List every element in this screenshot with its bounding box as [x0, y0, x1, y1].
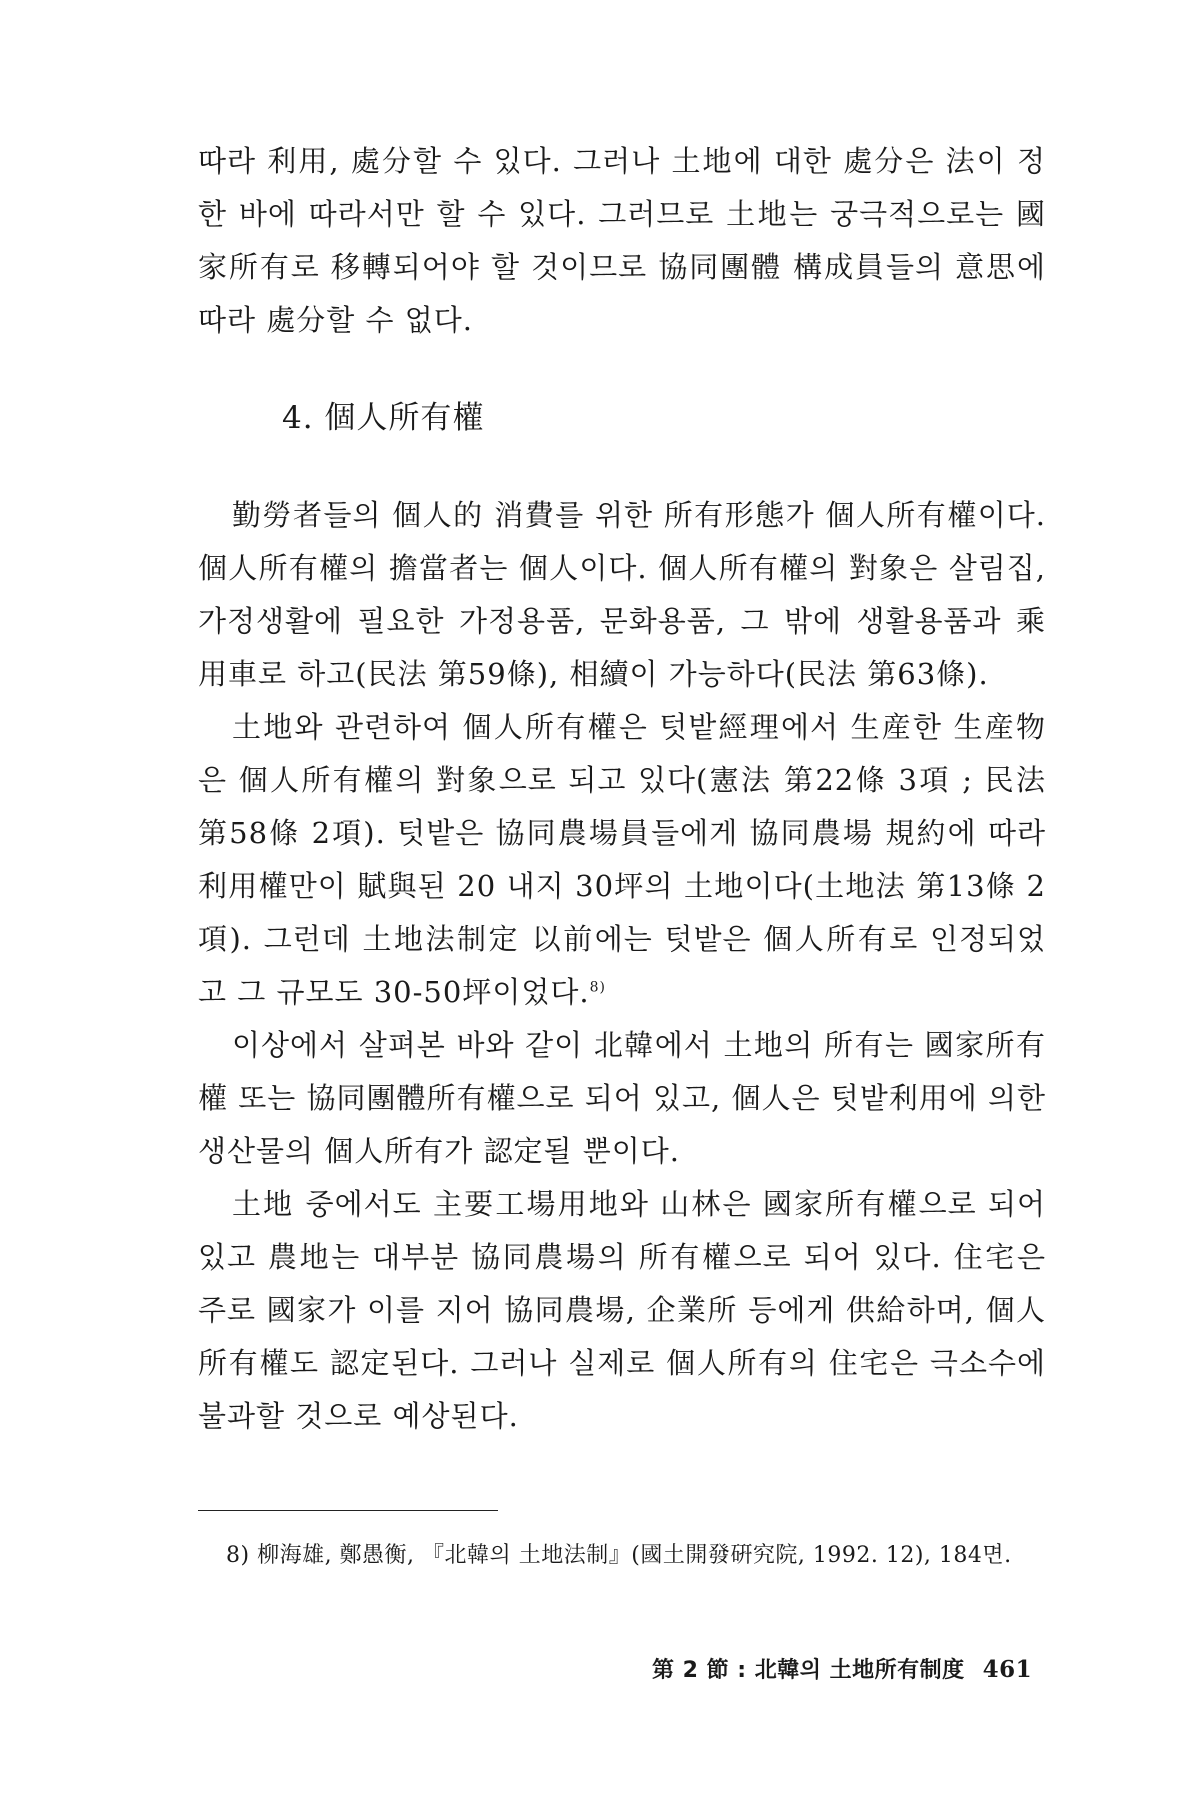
paragraph-2 — [198, 701, 1046, 1019]
intro-paragraph: 따라 利用, 處分할 수 있다. 그러나 土地에 대한 處分은 法이 정한 바에 따라서만 할 수 있다. 그러므로 土地는 궁극적으로는 國家所有로 移轉되어야 할 것이므로 協同團體 構成員들의 意思에 따라 處分할 수 없다. — [198, 144, 1046, 337]
paragraph-2-text: 土地와 관련하여 個人所有權은 텃밭經理에서 生産한 生産物은 個人所有權의 對象으로 되고 있다(憲法 第22條 3項 ; 民法 第58條 2項). 텃밭은 協同農場員들에게 協同農場 規約에 따라 利用權만이 賦與된 20 내지 30坪의 土地이다(土地法 第13條 2項). 그런데 土地法制定 以前에는 텃밭은 個人所有로 인정되었고 그 규모도 30-50坪이었다. — [198, 710, 1046, 1009]
footnote-reference: 8) — [589, 979, 606, 996]
footnote-divider — [198, 1510, 498, 1511]
paragraph-3: 이상에서 살펴본 바와 같이 北韓에서 土地의 所有는 國家所有權 또는 協同團體所有權으로 되어 있고, 個人은 텃밭利用에 의한 생산물의 個人所有가 認定될 뿐이다. — [198, 1028, 1046, 1168]
page-footer — [652, 1653, 1032, 1684]
section-body — [198, 489, 1046, 1443]
paragraph-1: 勤勞者들의 個人的 消費를 위한 所有形態가 個人所有權이다. 個人所有權의 擔當者는 個人이다. 個人所有權의 對象은 살림집, 가정생활에 필요한 가정용품, 문화용품, 그 밖에 생활용품과 乘用車로 하고(民法 第59條), 相續이 가능하다(民法 第63條). — [198, 498, 1046, 691]
paragraph-4: 土地 중에서도 主要工場用地와 山林은 國家所有權으로 되어 있고 農地는 대부분 協同農場의 所有權으로 되어 있다. 住宅은 주로 國家가 이를 지어 協同農場, 企業所 등에게 供給하며, 個人所有權도 認定된다. 그러나 실제로 個人所有의 住宅은 극소수에 불과할 것으로 예상된다. — [198, 1187, 1046, 1433]
page-number: 461 — [982, 1656, 1033, 1683]
footnote: 8) 柳海雄, 鄭愚衡, 『北韓의 土地法制』(國土開發硏究院, 1992. 12), 184면. — [226, 1543, 1012, 1568]
footer-chapter-title: 第 2 節 : 北韓의 土地所有制度 — [652, 1658, 965, 1683]
section-heading: 4. 個人所有權 — [282, 400, 485, 436]
